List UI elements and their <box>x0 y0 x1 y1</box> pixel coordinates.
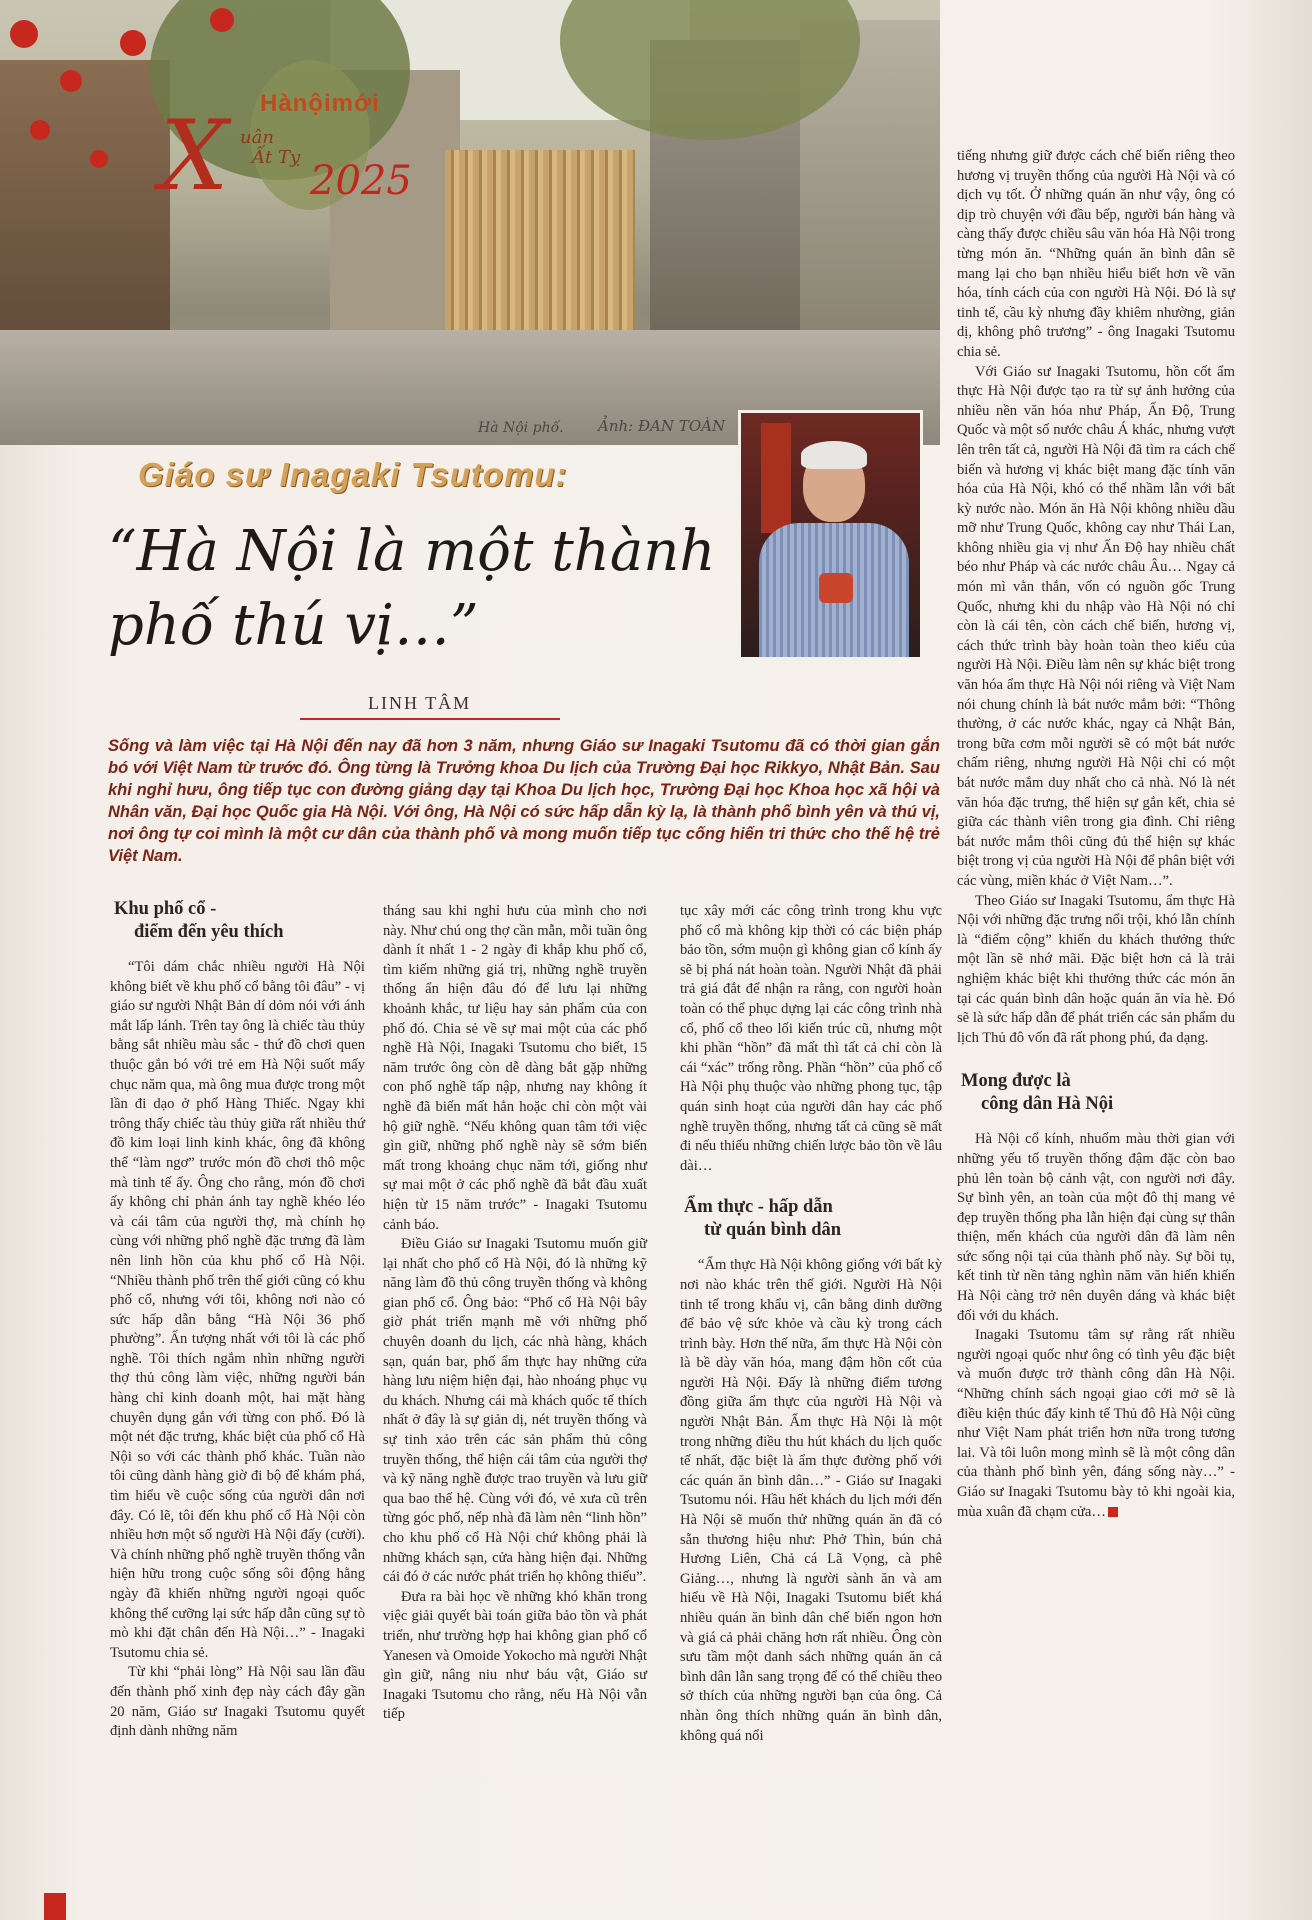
photo-caption: Hà Nội phố. <box>478 420 564 436</box>
paragraph: “Tôi dám chắc nhiều người Hà Nội không biết về khu phố cổ bằng tôi đâu” - vị giáo sư người Nhật Bản dí dỏm nói với ánh mắt lấp lánh. Trên tay ông là chiếc tàu thủy bằng sắt nhiều màu sắc - thứ đồ chơi quen thuộc gắn bó với trẻ em Hà Nội suốt mấy chục năm qua, mà ông mua được trong một lần đi dạo ở phố Hàng Thiếc. Ngay khi trông thấy chiếc tàu thủy giữa rất nhiều thứ đồ kim loại linh kinh khác, ông đã không thể “làm ngơ” trước món đồ chơi thô mộc mà tinh tế ấy. Ông cho rằng, món đồ chơi ấy không chỉ phản ánh tay nghề khéo léo và cái tâm của người thợ, mà chính họ cùng với những phố nghề đặc trưng đã làm nên linh hồn của khu phố cổ Hà Nội. “Nhiều thành phố trên thế giới cũng có khu phố cổ, nhưng với tôi, không nơi nào có sức hấp dẫn bằng “Hà Nội 36 phố phường”. Ấn tượng nhất với tôi là các phố nghề. Tôi thích ngắm nhìn những người thợ thủ công làm việc, những người bán hàng chỉ kinh doanh một, hai mặt hàng chuyên dụng gắn với từng con phố. Đó là một nét đặc trưng, khác biệt của phố cổ Hà Nội so với các thành phố khác. Tuần nào tôi cũng dành hàng giờ đi bộ để khám phá, tìm hiểu về cuộc sống của người dân nơi đây. Có lẽ, tôi đến khu phố cổ Hà Nội còn nhiều hơn một số người Hà Nội đấy (cười). Và chính những phố nghề truyền thống vẫn hiện hữu trong cuộc sống sôi động hằng ngày đã khiến những người ngoại quốc không thể cưỡng lại sức hấp dẫn cũng sự tò mò khi đặt chân đến Hà Nội…” - Inagaki Tsutomu chia sẻ. <box>110 959 365 1661</box>
section-heading <box>110 898 365 944</box>
paragraph: Với Giáo sư Inagaki Tsutomu, hồn cốt ẩm thực Hà Nội được tạo ra từ sự ảnh hưởng của nhiều nền văn hóa như Pháp, Ấn Độ, Trung Quốc và một số nước châu Á khác, nhưng vượt lên trên tất cả, người Hà Nội đã tìm ra cách chế biến và hương vị khác biệt mang đặc tính văn hóa của Hà Nội, khó có thể nhầm lẫn với bất kỳ nước nào. Món ăn Hà Nội không nhiều dầu mỡ như Trung Quốc, không cay như Thái Lan, không nhiều gia vị như Ấn Độ hay nhiều chất béo như Pháp và các nước châu Âu… Ngay cả món mì vằn thắn, vốn có nguồn gốc Trung Quốc, nhưng khi du nhập vào Hà Nội nó chỉ còn là cái tên, còn cách chế biến, hương vị, cách thức trình bày hoàn toàn theo kiểu của người Hà Nội. Điều làm nên sự khác biệt trong văn hóa ẩm thực Hà Nội nói riêng và Việt Nam nói chung chính là bát nước mắm bởi: “Thông thường, ở các nước khác, ngay cả Nhật Bản, trong bữa cơm mỗi người sẽ có một bát nước chấm riêng, nhưng người Hà Nội chỉ có một bát nước mắm duy nhất cho cả nhà. Nó là nét văn hóa đặc trưng, thể hiện sự gắn kết, chia sẻ giữa các thành viên trong gia đình. Chỉ riêng bát nước mắm thôi cũng đủ thể hiện sự khác biệt trong vị của người Hà Nội để phân biệt với các vùng, miền khác ở Việt Nam…”. <box>957 363 1235 889</box>
masthead-sub-line2: Ất Tỵ <box>252 147 301 168</box>
end-mark-icon <box>1108 1507 1118 1517</box>
blossom <box>120 30 146 56</box>
masthead-brand: Hànộimới <box>260 90 380 117</box>
hair <box>801 441 867 469</box>
photo-credit: Ảnh: ĐAN TOÀN <box>598 417 726 435</box>
section-heading-line1: Khu phố cổ - <box>114 899 217 919</box>
column-4 <box>957 147 1235 1522</box>
toy-boat <box>819 573 853 603</box>
blossom <box>210 8 234 32</box>
paragraph: tục xây mới các công trình trong khu vực phố cổ mà không kịp thời có các biện pháp bảo tồn, sớm muộn gì không gian cổ kính ấy sẽ bị phá nát hoàn toàn. Người Nhật đã phải trả giá đắt để nhận ra rằng, con người hoàn toàn có thể phục dựng lại các công trình nhà cổ, phố cổ theo lối kiến trúc cũ, nhưng một khi phần “hồn” đã mất thì tất cả chỉ còn là cái “xác” trống rỗng. Phần “hồn” của phố cổ Hà Nội phụ thuộc vào những phong tục, tập quán sinh hoạt của người dân hay các phố nghề truyền thống, nhưng tất cả cũng sẽ mất đi nếu thiếu những chiến lược bảo tồn về lâu dài… <box>680 903 942 1174</box>
section-heading-line1: Mong được là <box>961 1071 1071 1092</box>
blossom <box>90 150 108 168</box>
masthead-year: 2025 <box>310 158 412 204</box>
building-left <box>0 60 170 360</box>
section-heading-line2: công dân Hà Nội <box>981 1094 1114 1115</box>
article-kicker: Giáo sư Inagaki Tsutomu: <box>138 456 568 493</box>
page-corner-marker <box>44 1893 66 1920</box>
paragraph: tiếng nhưng giữ được cách chế biến riêng theo hương vị truyền thống của người Hà Nội và có dịch vụ tốt. Ở những quán ăn như vậy, ông có dịp trò chuyện với đầu bếp, người bán hàng và càng thấy được chiều sâu văn hóa Hà Nội trong từng món ăn. “Những quán ăn bình dân sẽ mang lại cho bạn nhiều hiểu biết hơn về văn hóa, tính cách của con người Hà Nội. Đó là sự tinh tế, cầu kỳ nhưng đầy khiêm nhường, giản dị, không phô trương” - ông Inagaki Tsutomu chia sẻ. <box>957 148 1235 360</box>
section-heading-line2: điểm đến yêu thích <box>134 922 284 942</box>
paragraph: Hà Nội cổ kính, nhuốm màu thời gian với những yếu tố truyền thống đậm đặc còn bao phủ lên toàn bộ cảnh vật, con người nơi đây. Sự bình yên, an toàn của một đô thị mang vẻ đẹp truyền thống pha lẫn hiện đại cùng sự thân thiện, mến khách của người dân đã làm nên sức sống nội tại của thành phố này. Sự bồi tụ, kết tinh từ nền tảng nghìn năm văn hiến khiến Hà Nội càng trở nên duyên dáng và khác biệt đối với du khách. <box>957 1131 1235 1324</box>
paragraph: tháng sau khi nghỉ hưu của mình cho nơi này. Như chú ong thợ cần mẫn, mỗi tuần ông dành ít nhất 1 - 2 ngày đi khắp khu phố cổ, tìm kiếm những giá trị, những nghề truyền thống ẩn hiện đâu đó để lưu lại những khoảnh khắc, tư liệu hay sản phẩm của con phố đó. Chia sẻ về sự mai một của các phố nghề Hà Nội, Inagaki Tsutomu cho biết, 15 năm trước ông còn dễ dàng bắt gặp những con phố nghề tấp nập, nhưng nay không ít nghề đã biến mất hẳn hoặc chỉ còn một vài hộ giữ nghề. “Nếu không quan tâm tới việc gìn giữ, những phố nghề này sẽ sớm biến mất trong khoảng chục năm tới, giống như sự mai một ở các phố nghề đã bắt đầu xuất hiện từ 15 năm trước” - Inagaki Tsutomu cảnh báo. <box>383 903 647 1233</box>
masthead-sub <box>240 128 300 168</box>
section-heading <box>680 1196 942 1242</box>
paragraph-text: Inagaki Tsutomu tâm sự rằng rất nhiều người ngoại quốc như ông có tình yêu đặc biệt và muốn được trở thành công dân Hà Nội. “Những chính sách ngoại giao cởi mở sẽ là điều kiện thúc đẩy kinh tế Thủ đô Hà Nội cũng như Việt Nam phát triển hơn nữa trong tương lai. Và tôi luôn mong mình sẽ là một công dân của thành phố bình yên, đáng sống này…” - Giáo sư Inagaki Tsutomu bày tỏ khi ngoài kia, mùa xuân đã chạm cửa… <box>957 1327 1235 1520</box>
paragraph: Theo Giáo sư Inagaki Tsutomu, ẩm thực Hà Nội với những đặc trưng nổi trội, khó lẫn chính là “điểm cộng” khiến du khách thưởng thức một lần sẽ nhớ mãi. Đặc biệt hơn cả là trải nghiệm khác biệt khi thưởng thức các món ăn tại các quán bình dân hoặc quán ăn vỉa hè. Đó sẽ là sức hấp dẫn để phát triển các sản phẩm du lịch Thủ đô vốn đã rất phong phú, đa dạng. <box>957 892 1235 1046</box>
paragraph: Điều Giáo sư Inagaki Tsutomu muốn giữ lại nhất cho phố cổ Hà Nội, đó là những kỹ năng làm đồ thủ công truyền thống và không gian phố cổ. Ông bảo: “Phố cổ Hà Nội bây giờ phát triển mạnh mẽ với những phố chuyên doanh du lịch, các nhà hàng, khách sạn, quán bar, phố ẩm thực hay những cửa hàng lưu niệm hiện đại, hào nhoáng phục vụ du khách. Nhưng cái mà khách quốc tế thích nhất ở đây là sự giản dị, nét truyền thống và sự tinh xảo trên các sản phẩm thủ công truyền thống, thể hiện cái tâm của người thợ và kỹ năng nghề được trao truyền và lưu giữ qua bao thế hệ. Cùng với đó, vẻ xưa cũ trên từng góc phố, nếp nhà đã làm nên “linh hồn” cho khu phố cổ Hà Nội chứ không phải là những khách sạn, cửa hàng hiện đại. Những cái đó ở các nước phát triển họ không thiếu”. <box>383 1236 647 1586</box>
paragraph <box>957 1326 1235 1522</box>
byline-rule <box>300 718 560 720</box>
paragraph: Từ khi “phải lòng” Hà Nội sau lần đầu đến thành phố xinh đẹp này cách đây gần 20 năm, Giáo sư Inagaki Tsutomu quyết định dành những năm <box>110 1664 365 1740</box>
section-heading-line1: Ẩm thực - hấp dẫn <box>684 1197 833 1218</box>
page-edge <box>1250 0 1312 1920</box>
paragraph: Đưa ra bài học về những khó khăn trong việc giải quyết bài toán giữa bảo tồn và phát triển, như trường hợp hai không gian phố cổ Yanesen và Omoide Yokocho mà người Nhật gìn giữ, nâng niu như báu vật, Giáo sư Inagaki Tsutomu cho rằng, nếu Hà Nội vẫn tiếp <box>383 1588 647 1723</box>
masthead-sub-line1: uân <box>240 127 274 148</box>
column-3 <box>680 902 942 1746</box>
portrait-photo <box>738 410 923 660</box>
blossom <box>30 120 50 140</box>
article-lead: Sống và làm việc tại Hà Nội đến nay đã hơn 3 năm, nhưng Giáo sư Inagaki Tsutomu đã có thời gian gắn bó với Việt Nam từ trước đó. Ông từng là Trưởng khoa Du lịch của Trường Đại học Rikkyo, Nhật Bản. Sau khi nghỉ hưu, ông tiếp tục con đường giảng dạy tại Khoa Du lịch học, Trường Đại học Khoa học xã hội và Nhân văn, Đại học Quốc gia Hà Nội. Với ông, Hà Nội có sức hấp dẫn kỳ lạ, là thành phố bình yên và thú vị, nơi ông tự coi mình là một cư dân của thành phố và mong muốn tiếp tục cống hiến tri thức cho thế hệ trẻ Việt Nam. <box>108 737 940 865</box>
section-heading <box>957 1070 1235 1116</box>
blossom <box>10 20 38 48</box>
blossom <box>60 70 82 92</box>
masthead-x: X <box>160 100 229 212</box>
hero-photo <box>0 0 940 445</box>
red-door <box>761 423 791 533</box>
paragraph: “Ẩm thực Hà Nội không giống với bất kỳ nơi nào khác trên thế giới. Người Hà Nội tinh tế trong khẩu vị, cân bằng dinh dưỡng để bảo vệ sức khỏe và cầu kỳ trong cách trình bày. Hơn thế nữa, ẩm thực Hà Nội còn là bề dày văn hóa, mang đậm hồn cốt của người Hà Nội. Đấy là những điểm tương đồng giữa ẩm thực của người Hà Nội và người Nhật Bản. Ẩm thực Hà Nội là một trong những điều thu hút khách du lịch quốc tế nhất, đặc biệt là ẩm thực đường phố với các quán ăn bình dân…” - Giáo sư Inagaki Tsutomu nói. Hầu hết khách du lịch mới đến Hà Nội sẽ muốn thử những quán ăn đã có sẵn thương hiệu như: Phở Thìn, bún chả Hương Liên, Chả cá Lã Vọng, cà phê Giảng…, nhưng là người sành ăn và am hiểu về Hà Nội, Inagaki Tsutomu biết khá nhiều quán ăn bình dân chế biến ngon hơn và giá cả phải chăng hơn rất nhiều. Ông còn sưu tầm một danh sách những quán ăn cả bình dân lẫn sang trọng để có thể chiều theo sở thích của những người bạn của ông. Cả nhàn ông thích những quán ăn bình dân, không quá nổi <box>680 1257 942 1744</box>
section-heading-line2: từ quán bình dân <box>704 1220 842 1241</box>
column-2 <box>383 902 647 1725</box>
article-title: “Hà Nội là một thành phố thú vị…” <box>108 519 716 658</box>
column-1 <box>110 898 365 1742</box>
byline: LINH TÂM <box>368 693 472 713</box>
